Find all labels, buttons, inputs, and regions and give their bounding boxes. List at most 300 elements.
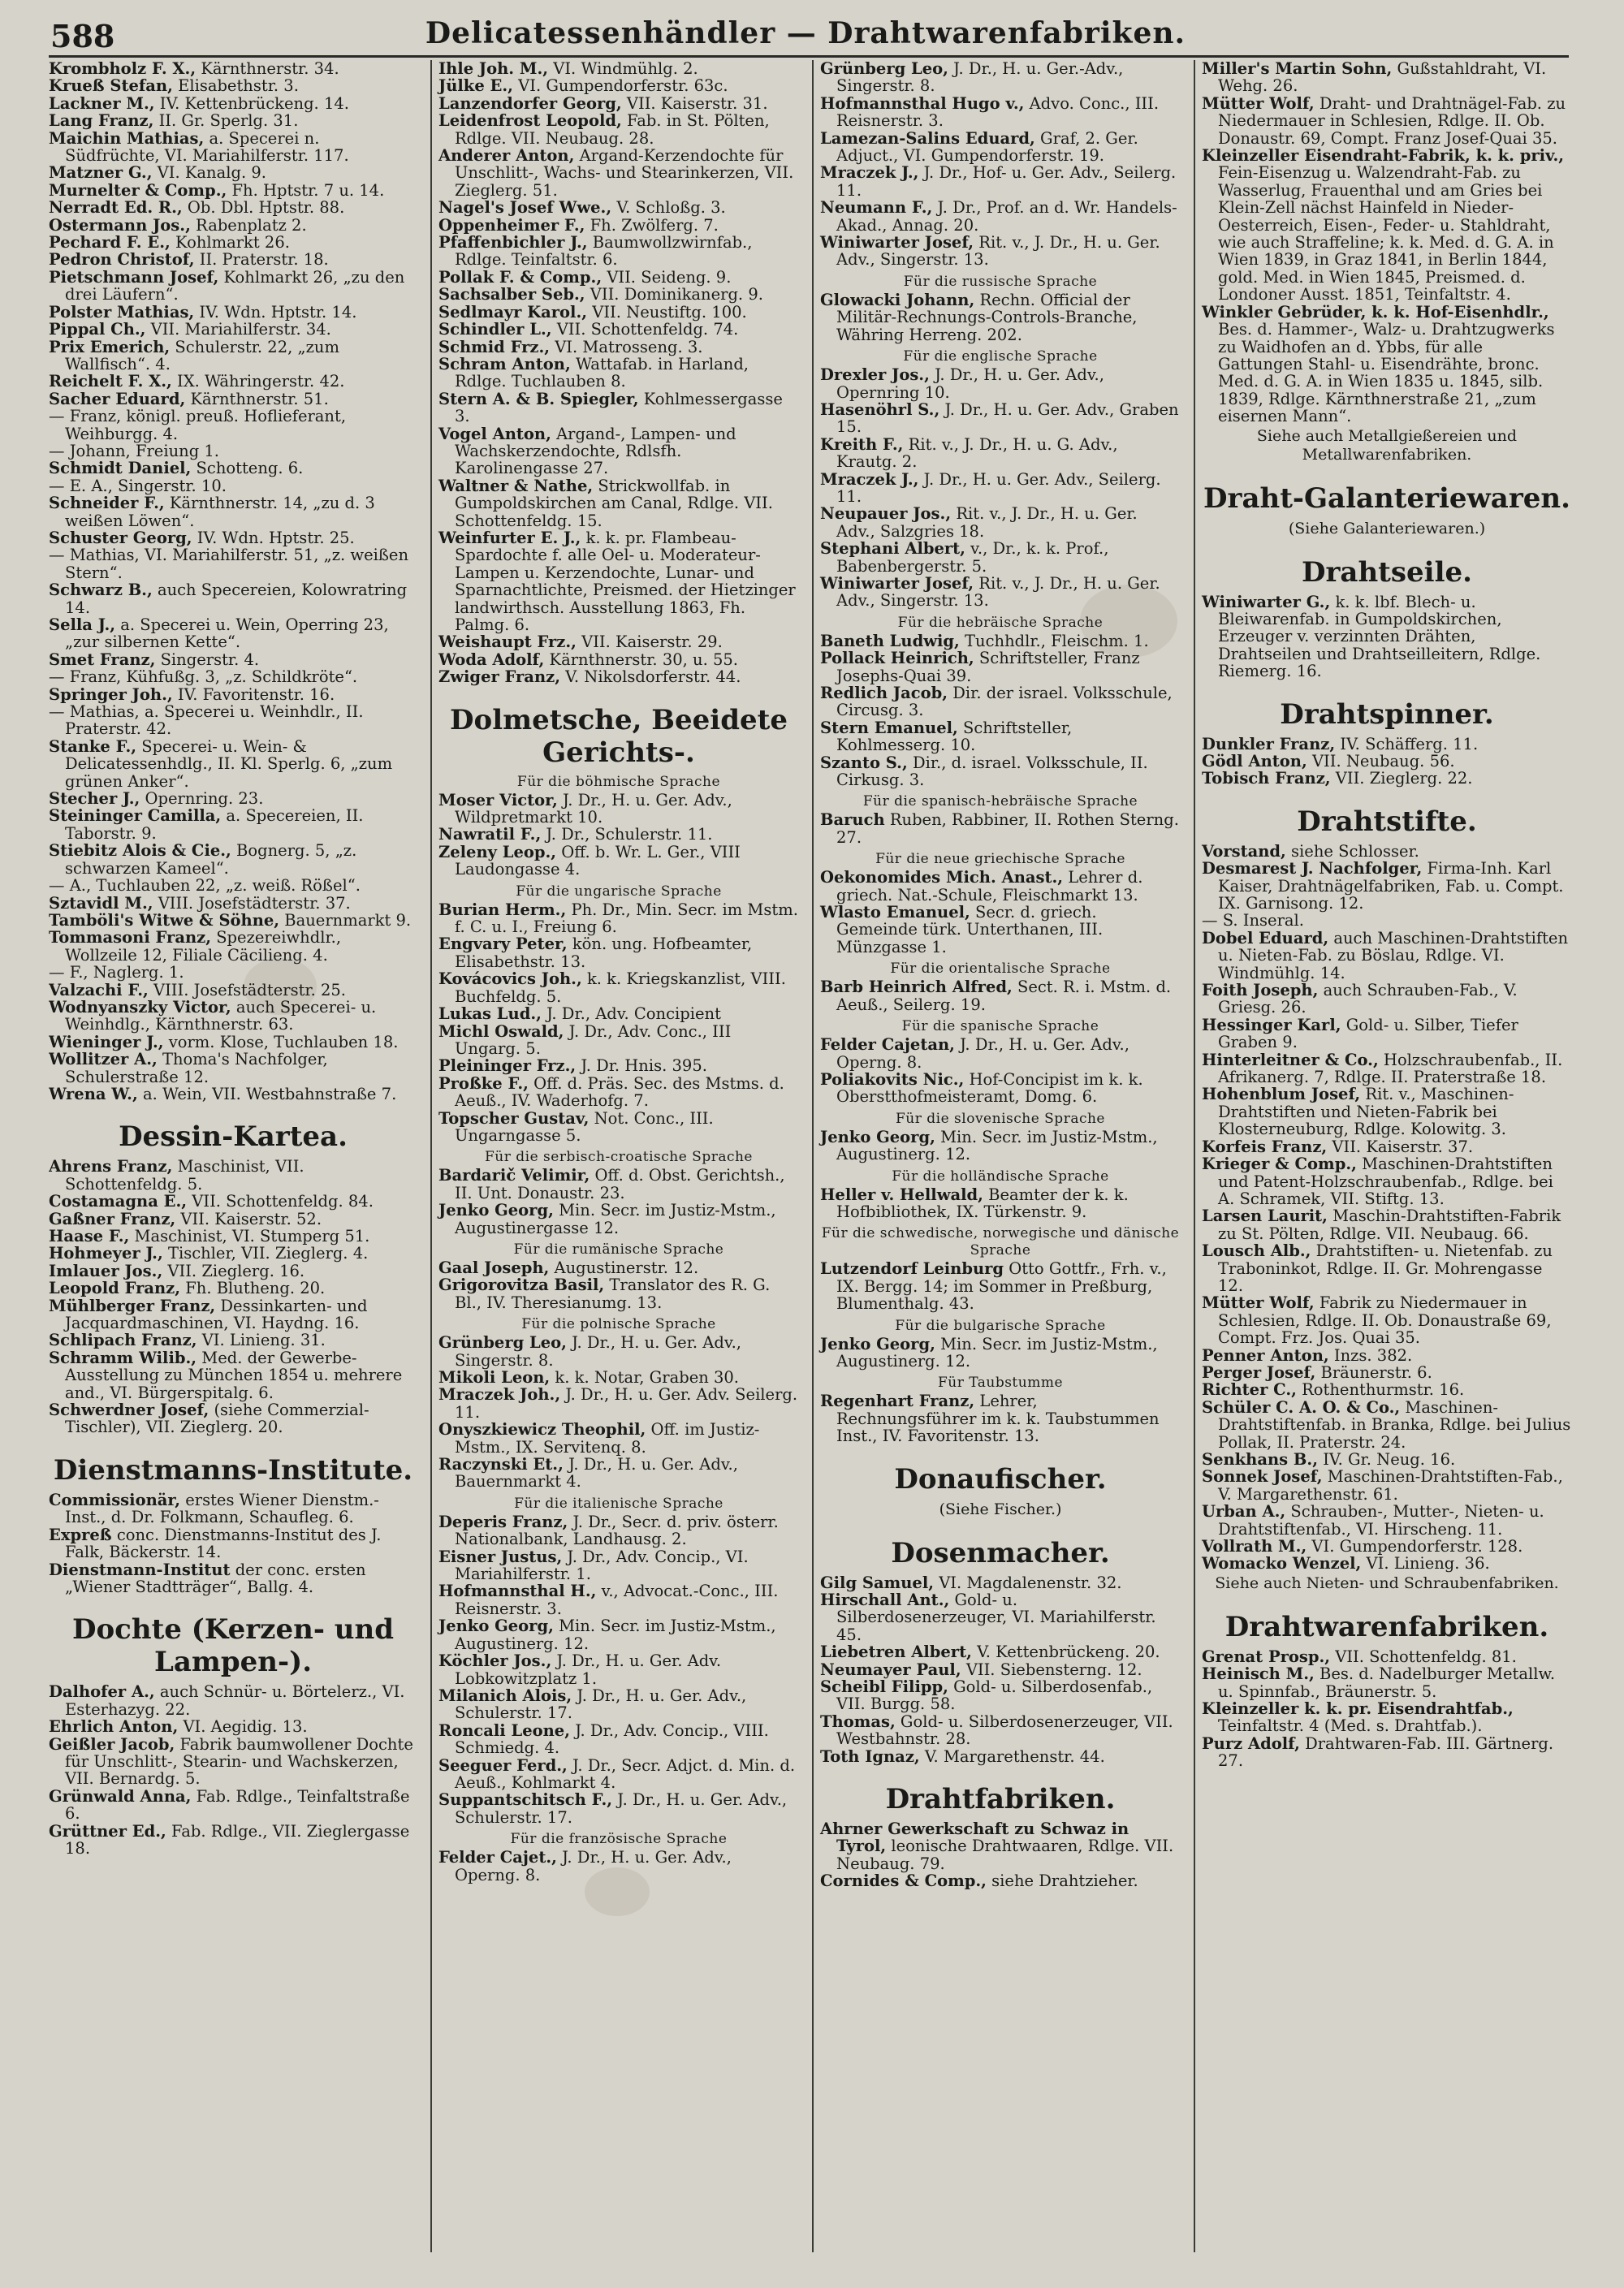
directory-entry: [820, 1643, 1181, 1660]
entry-name: Costamagna E.,: [49, 1192, 188, 1211]
directory-entry: [49, 1718, 417, 1735]
entry-details: vorm. Klose, Tuchlauben 18.: [163, 1032, 399, 1051]
entry-name: Winiwarter G.,: [1202, 592, 1331, 611]
entry-name: Ihle Joh. M.,: [438, 60, 549, 78]
entry-name: Wrena W.,: [49, 1084, 138, 1103]
directory-entry: [438, 356, 799, 391]
directory-entry: [1202, 1648, 1572, 1665]
entry-details: Maschinen-Drahtstiften und Patent-Holzschraubenfab., Rdlge. bei A. Schramek, VII. Stiftg. 13.: [1218, 1155, 1553, 1208]
entry-name: Woda Adolf,: [438, 650, 545, 669]
directory-entry: [1202, 753, 1572, 770]
directory-entry: [49, 408, 417, 442]
entry-name: Engvary Peter,: [438, 935, 568, 954]
entry-name: Leopold Franz,: [49, 1279, 181, 1298]
entry-name: Poliakovits Nic.,: [820, 1069, 965, 1089]
entry-details: J. Dr., H. u. Ger. Adv. Lobkowitzplatz 1.: [455, 1651, 722, 1688]
entry-name: Mütter Wolf,: [1202, 1293, 1315, 1313]
directory-entry: [820, 130, 1181, 165]
language-subheading: Für die spanische Sprache: [901, 1018, 1099, 1035]
column-4: [1194, 60, 1572, 2252]
entry-name: Lousch Alb.,: [1202, 1241, 1311, 1261]
entry-details: Gold- u. Silber, Tiefer Graben 9.: [1218, 1015, 1518, 1052]
entry-name: Geißler Jacob,: [49, 1734, 175, 1754]
entry-name: Pfaffenbichler J.,: [438, 233, 588, 253]
directory-entry: [49, 1823, 417, 1858]
directory-entry: [49, 164, 417, 181]
entry-name: Ahrner Gewerkschaft zu Schwaz in Tyrol,: [820, 1820, 1129, 1856]
directory-entry: [820, 904, 1181, 956]
entry-name: Cornides & Comp.,: [820, 1871, 987, 1891]
entry-name: Dunkler Franz,: [1202, 734, 1336, 753]
directory-entry: [49, 1086, 417, 1103]
directory-entry: [438, 1334, 799, 1369]
entry-name: Suppantschitsch F.,: [438, 1790, 613, 1810]
entry-details: Maschinist, VII. Schottenfeldg. 5.: [65, 1157, 304, 1194]
directory-entry: [1202, 860, 1572, 912]
entry-name: Thomas,: [820, 1712, 896, 1731]
entry-name: Ostermann Jos.,: [49, 215, 191, 235]
entry-details: VIII. Josefstädterstr. 25.: [148, 980, 347, 999]
entry-name: Jenko Georg,: [820, 1127, 935, 1146]
section-heading: Drahtseile.: [1302, 555, 1472, 589]
entry-details: VII. Seideng. 9.: [602, 267, 732, 287]
entry-details: VII. Schottenfeldg. 84.: [187, 1192, 374, 1211]
entry-details: J. Dr., H. u. Ger. Adv., Graben 15.: [836, 399, 1179, 437]
entry-details: VI. Kanalg. 9.: [152, 163, 266, 183]
directory-entry: [49, 1263, 417, 1280]
entry-details: Lehrer, Rechnungsführer im k. k. Taubstummen Inst., IV. Favoritenstr. 13.: [836, 1392, 1160, 1446]
directory-entry: [49, 1211, 417, 1228]
directory-entry: [49, 321, 417, 338]
directory-entry: [1202, 1155, 1572, 1207]
entry-name: Desmarest J. Nachfolger,: [1202, 859, 1423, 879]
entry-name: Hessinger Karl,: [1202, 1015, 1341, 1034]
entry-details: Fh. Hptstr. 7 u. 14.: [227, 180, 385, 200]
directory-entry: [820, 1820, 1181, 1872]
directory-entry: [438, 901, 799, 936]
entry-name: Winiwarter Josef,: [820, 573, 974, 593]
entry-name: Grüttner Ed.,: [49, 1821, 166, 1841]
entry-details: conc. Dienstmanns-Institut des J. Falk, Bäckerstr. 14.: [65, 1525, 382, 1562]
entry-details: Fabrik baumwollener Dochte für Unschlitt-, Stearin- und Wachskerzen, VII. Bernardg. 5.: [65, 1734, 413, 1789]
directory-entry: [820, 1260, 1181, 1312]
entry-details: Wattafab. in Harland, Rdlge. Tuchlauben 8.: [455, 354, 749, 391]
section-heading: Dolmetsche, Beeidete Gerichts-.: [450, 703, 788, 769]
directory-entry: [438, 1548, 799, 1583]
section-heading: Drahtfabriken.: [885, 1783, 1116, 1816]
language-subheading: Für die russische Sprache: [903, 273, 1098, 290]
entry-name: Oekonomides Mich. Anast.,: [820, 868, 1064, 887]
language-subheading: Für die orientalische Sprache: [890, 961, 1111, 978]
directory-entry: [1202, 1051, 1572, 1086]
entry-details: Draht- und Drahtnägel-Fab. zu Niedermauer in Schlesien, Rdlge. II. Ob. Donaustr. 69, Compt. Franz Josef-Quai 35.: [1218, 93, 1566, 148]
entry-name: Barb Heinrich Alfred,: [820, 978, 1013, 997]
directory-entry: [1202, 843, 1572, 860]
entry-name: Gaßner Franz,: [49, 1209, 176, 1228]
directory-entry: [49, 999, 417, 1034]
entry-details: Elisabethstr. 3.: [172, 76, 299, 96]
directory-entry: [438, 1075, 799, 1110]
entry-name: Pippal Ch.,: [49, 320, 146, 339]
directory-entry: [438, 477, 799, 529]
entry-name: Krueß Stefan,: [49, 76, 173, 96]
entry-name: Purz Adolf,: [1202, 1733, 1300, 1753]
entry-details: a. Specerei u. Wein, Operring 23, „zur silbernen Kette“.: [65, 615, 389, 652]
entry-name: Sacher Eduard,: [49, 389, 186, 408]
entry-details: Schriftsteller, Kohlmesserg. 10.: [836, 718, 1073, 755]
entry-details: Maschinist, VI. Stumperg 51.: [129, 1227, 370, 1245]
directory-entry: [1202, 304, 1572, 425]
directory-entry: [49, 1683, 417, 1718]
directory-entry: [49, 1297, 417, 1332]
entry-details: Maschinen-Drahtstiften-Fab., V. Margarethenstr. 61.: [1218, 1467, 1563, 1504]
entry-details: Argand-Kerzendochte für Unschlitt-, Wachs- und Stearinkerzen, VII. Zieglerg. 51.: [455, 146, 794, 200]
entry-name: Polster Mathias,: [49, 302, 195, 322]
entry-name: Glowacki Johann,: [820, 290, 975, 309]
entry-name: Maichin Mathias,: [49, 128, 205, 148]
entry-details: Spezereiwhdlr., Wollzeile 12, Filiale Cäcilieng. 4.: [65, 928, 342, 965]
directory-entry: [49, 616, 417, 651]
entry-name: Regenhart Franz,: [820, 1392, 975, 1411]
entry-name: Proßke F.,: [438, 1073, 529, 1093]
directory-entry: [49, 391, 417, 408]
directory-entry: [49, 373, 417, 390]
section-heading: Dessin-Kartea.: [119, 1120, 348, 1154]
entry-details: a. Specereien, II. Taborstr. 9.: [65, 806, 364, 843]
entry-name: Foith Joseph,: [1202, 981, 1319, 1000]
directory-entry: [49, 651, 417, 668]
directory-entry: [1202, 1451, 1572, 1468]
entry-details: Graf, 2. Ger. Adjuct., VI. Gumpendorferstr. 19.: [836, 128, 1138, 166]
entry-name: Mraczek Joh.,: [438, 1385, 561, 1405]
entry-name: Schuster Georg,: [49, 528, 192, 547]
entry-name: Hohmeyer J.,: [49, 1244, 163, 1263]
directory-entry: [1202, 1347, 1572, 1364]
entry-details: — A., Tuchlauben 22, „z. weiß. Rößel“.: [49, 876, 361, 896]
entry-details: J. Dr., Secr. Adjct. d. Min. d. Aeuß., Kohlmarkt 4.: [455, 1755, 796, 1792]
entry-details: J. Dr., Adv. Concip., VIII. Schmiedg. 4.: [455, 1720, 769, 1758]
entry-details: Dessinkarten- und Jacquardmaschinen, VI. Haydng. 16.: [65, 1296, 368, 1333]
directory-entry: [1202, 1364, 1572, 1381]
directory-entry: [438, 792, 799, 827]
directory-entry: [438, 1849, 799, 1884]
directory-entry: [438, 1369, 799, 1386]
entry-details: J. Dr., H. u. Ger. Adv., Opernring 10.: [836, 365, 1104, 402]
entry-name: Wollitzer A.,: [49, 1050, 158, 1069]
entry-details: VIII. Josefstädterstr. 37.: [153, 893, 351, 913]
column-1: [49, 60, 417, 2252]
directory-entry: [49, 1158, 417, 1193]
directory-columns: [49, 60, 1572, 2252]
entry-name: Weinfurter E. J.,: [438, 528, 581, 547]
entry-details: Off. d. Obst. Gerichtsh., II. Unt. Donaustr. 23.: [455, 1166, 785, 1202]
entry-details: Opernring. 23.: [140, 789, 264, 809]
directory-entry: [49, 703, 417, 738]
entry-name: Krieger & Comp.,: [1202, 1155, 1357, 1174]
directory-entry: [820, 632, 1181, 650]
directory-entry: [1202, 1538, 1572, 1555]
directory-entry: [49, 686, 417, 703]
directory-entry: [49, 929, 417, 964]
entry-details: J. Dr., H. u. Ger. Adv. Seilerg. 11.: [455, 1385, 798, 1422]
directory-entry: [438, 529, 799, 633]
entry-name: Miller's Martin Sohn,: [1202, 60, 1393, 78]
directory-entry: [49, 1492, 417, 1526]
entry-details: Gold- u. Silberdosenerzeuger, VI. Mariahilferstr. 45.: [836, 1591, 1156, 1644]
entry-details: Off. im Justiz-Mstm., IX. Servitenq. 8.: [455, 1420, 760, 1457]
entry-details: Singerstr. 4.: [155, 650, 260, 669]
entry-details: VI. Aegidig. 13.: [178, 1717, 308, 1737]
column-2: [430, 60, 799, 2252]
entry-name: Redlich Jacob,: [820, 684, 948, 702]
directory-entry: [1202, 1399, 1572, 1451]
directory-entry: [820, 1872, 1181, 1889]
entry-details: J. Dr. Hnis. 395.: [576, 1056, 707, 1076]
entry-name: Tamböli's Witwe & Söhne,: [49, 910, 280, 930]
entry-details: Rit. v., J. Dr., H. u. Ger. Adv., Singerstr. 13.: [836, 573, 1160, 611]
entry-name: Smet Franz,: [49, 650, 156, 669]
entry-name: Winkler Gebrüder, k. k. Hof-Eisenhdlr.,: [1202, 302, 1549, 322]
directory-entry: [438, 1582, 799, 1617]
section-heading: Drahtstifte.: [1297, 805, 1477, 838]
entry-details: v., Advocat.-Conc., III. Reisnerstr. 3.: [455, 1582, 779, 1618]
entry-name: Oppenheimer F.,: [438, 215, 585, 235]
entry-name: Richter C.,: [1202, 1380, 1297, 1400]
entry-name: Hirschall Ant.,: [820, 1591, 950, 1609]
entry-name: Michl Oswald,: [438, 1021, 564, 1041]
entry-name: Pollak F. & Comp.,: [438, 267, 603, 287]
entry-name: Ahrens Franz,: [49, 1157, 173, 1176]
directory-entry: [49, 199, 417, 216]
directory-entry: [1202, 770, 1572, 787]
entry-details: Maschinen-Drahtstiftenfab. in Branka, Rdlge. bei Julius Pollak, II. Praterstr. 24.: [1218, 1397, 1571, 1452]
entry-name: Lutzendorf Leinburg: [820, 1259, 1004, 1279]
entry-name: Perger Josef,: [1202, 1362, 1316, 1382]
entry-name: Murnelter & Comp.,: [49, 180, 227, 200]
entry-name: Lamezan-Salins Eduard,: [820, 128, 1035, 148]
entry-details: J. Dr., H. u. Ger. Adv., Schulerstr. 17.: [455, 1790, 788, 1827]
entry-details: a. Specerei n. Südfrüchte, VI. Mariahilferstr. 117.: [65, 128, 349, 166]
entry-details: Off. d. Präs. Sec. des Mstms. d. Aeuß., IV. Waderhofg. 7.: [455, 1073, 784, 1111]
entry-name: Wodnyanszky Victor,: [49, 997, 231, 1017]
directory-entry: [1202, 1503, 1572, 1538]
entry-details: k. k. Kriegskanzlist, VIII. Buchfeldg. 5.: [455, 969, 786, 1006]
entry-details: Fab. Rdlge., VII. Zieglergasse 18.: [65, 1821, 410, 1858]
entry-name: Expreß: [49, 1525, 112, 1544]
entry-details: J. Dr., H. u. Ger. Adv., Seilerg. 11.: [836, 469, 1161, 506]
entry-details: Rit. v., J. Dr., H. u. G. Adv., Krautg. 2.: [836, 434, 1118, 472]
directory-entry: [49, 581, 417, 616]
entry-name: Jenko Georg,: [438, 1617, 554, 1636]
directory-entry: [820, 1678, 1181, 1713]
entry-name: Schmidt Daniel,: [49, 459, 192, 478]
entry-details: Holzschraubenfab., II. Afrikanerg. 7, Rdlge. II. Praterstraße 18.: [1218, 1050, 1563, 1087]
entry-details: V. Kettenbrückeng. 20.: [971, 1643, 1160, 1662]
entry-name: Pechard F. E.,: [49, 233, 171, 253]
entry-details: J. Dr., Adv. Concip., VI. Mariahilferstr. 1.: [455, 1547, 749, 1584]
directory-entry: [438, 1456, 799, 1491]
entry-details: J. Dr., Secr. d. priv. österr. Nationalbank, Landhausg. 2.: [455, 1512, 779, 1549]
directory-entry: [438, 1057, 799, 1074]
directory-entry: [438, 633, 799, 650]
entry-details: VII. Siebensterng. 12.: [961, 1660, 1142, 1679]
directory-entry: [438, 826, 799, 843]
entry-name: Gödl Anton,: [1202, 751, 1307, 771]
entry-name: Haase F.,: [49, 1227, 130, 1245]
entry-details: leonische Drahtwaaren, Rdlge. VII. Neubaug. 79.: [836, 1837, 1174, 1873]
entry-details: J. Dr., H. u. Ger. Adv., Schulerstr. 17.: [455, 1686, 747, 1723]
directory-entry: [1202, 594, 1572, 680]
entry-details: Translator des R. G. Bl., IV. Theresianumg. 13.: [455, 1276, 771, 1312]
language-subheading: Für die serbisch-croatische Sprache: [485, 1149, 753, 1166]
directory-entry: [438, 935, 799, 970]
entry-details: Bognerg. 5, „z. schwarzen Kameel“.: [65, 841, 357, 878]
directory-entry: [1202, 147, 1572, 304]
directory-entry: [49, 304, 417, 321]
directory-entry: [1202, 1700, 1572, 1735]
entry-details: auch Specerei- u. Weinhdlg., Kärnthnerstr. 63.: [65, 997, 377, 1034]
entry-details: II. Praterstr. 18.: [194, 250, 329, 270]
entry-details: Rit. v., Maschinen-Drahtstiften und Nieten-Fabrik bei Klosterneuburg, Rdlge. Kolowitg. 3.: [1218, 1085, 1514, 1139]
entry-details: Kohlmarkt 26.: [170, 233, 290, 253]
directory-entry: [438, 60, 799, 77]
language-subheading: Für die bulgarische Sprache: [895, 1317, 1106, 1334]
entry-details: kön. ung. Hofbeamter, Elisabethstr. 13.: [455, 935, 753, 971]
directory-entry: [49, 668, 417, 685]
entry-name: Hohenblum Josef,: [1202, 1085, 1361, 1104]
directory-entry: [49, 460, 417, 477]
entry-details: VI. Matrosseng. 3.: [550, 337, 703, 356]
entry-name: Seeguer Ferd.,: [438, 1755, 568, 1775]
entry-details: Ph. Dr., Min. Secr. im Mstm. f. C. u. I., Freiung 6.: [455, 900, 798, 937]
cross-reference-note: Siehe auch Metallgießereien und Metallwarenfabriken.: [1256, 426, 1518, 464]
entry-name: Dobel Eduard,: [1202, 928, 1329, 948]
entry-name: Bardarič Velimir,: [438, 1166, 590, 1185]
entry-name: Jenko Georg,: [438, 1201, 554, 1220]
entry-name: Schramm Wilib.,: [49, 1348, 197, 1367]
entry-details: VII. Kaiserstr. 37.: [1327, 1137, 1474, 1156]
entry-details: auch Schnür- u. Börtelerz., VI. Esterhazyg. 22.: [65, 1682, 405, 1719]
entry-details: VI. Gumpendorferstr. 128.: [1307, 1537, 1523, 1556]
directory-entry: [49, 60, 417, 77]
entry-details: Bauernmarkt 9.: [279, 910, 412, 930]
directory-entry: [438, 199, 799, 216]
entry-name: Liebetren Albert,: [820, 1643, 972, 1662]
entry-name: Wieninger J.,: [49, 1032, 164, 1051]
directory-entry: [49, 912, 417, 929]
entry-details: VII. Schottenfeldg. 74.: [551, 320, 739, 339]
entry-name: Stephani Albert,: [820, 539, 965, 559]
directory-entry: [820, 1129, 1181, 1163]
directory-entry: [49, 964, 417, 981]
entry-name: Grünwald Anna,: [49, 1786, 192, 1806]
section-heading: Drahtspinner.: [1280, 697, 1494, 731]
entry-details: Bräunerstr. 6.: [1315, 1362, 1432, 1382]
directory-entry: [820, 869, 1181, 904]
entry-name: Sachsalber Seb.,: [438, 285, 585, 304]
entry-name: Hofmannsthal Hugo v.,: [820, 93, 1025, 113]
entry-details: VII. Neubaug. 56.: [1307, 751, 1455, 771]
entry-details: J. Dr., H. u. Ger. Adv., Singerstr. 8.: [455, 1333, 741, 1370]
entry-name: Dienstmann-Institut: [49, 1560, 231, 1579]
directory-entry: [1202, 1242, 1572, 1294]
entry-name: Stecher J.,: [49, 789, 140, 809]
entry-name: Ehrlich Anton,: [49, 1717, 179, 1737]
entry-name: Köchler Jos.,: [438, 1651, 552, 1671]
entry-name: Schwerdner Josef,: [49, 1401, 209, 1420]
directory-entry: [1202, 60, 1572, 95]
entry-name: Urban A.,: [1202, 1502, 1286, 1522]
entry-name: Nawratil F.,: [438, 825, 542, 844]
directory-entry: [820, 1071, 1181, 1106]
entry-details: VI. Windmühlg. 2.: [548, 60, 698, 78]
entry-name: Felder Cajetan,: [820, 1035, 955, 1055]
entry-details: — Franz, Kühfußg. 3, „z. Schildkröte“.: [49, 667, 358, 687]
entry-name: Raczynski Et.,: [438, 1455, 564, 1474]
entry-details: Bes. d. Nadelburger Metallw. u. Spinnfab., Bräunerstr. 5.: [1218, 1664, 1556, 1701]
directory-entry: [438, 1386, 799, 1421]
entry-name: Jenko Georg,: [820, 1334, 935, 1353]
directory-entry: [820, 366, 1181, 401]
directory-entry: [820, 1392, 1181, 1444]
entry-name: Reichelt F. X.,: [49, 372, 172, 391]
entry-name: Pleininger Frz.,: [438, 1056, 577, 1076]
entry-details: VII. Zieglerg. 22.: [1330, 769, 1473, 788]
directory-entry: [438, 668, 799, 685]
entry-details: auch Schrauben-Fab., V. Griesg. 26.: [1218, 981, 1518, 1017]
directory-entry: [438, 844, 799, 879]
entry-details: Argand-, Lampen- und Wachskerzendochte, Rdlsfh. Karolinengasse 27.: [455, 424, 736, 478]
entry-details: Ruben, Rabbiner, II. Rothen Sterng. 27.: [836, 810, 1179, 847]
directory-entry: [49, 1193, 417, 1210]
running-title: Delicatessenhändler — Drahtwarenfabriken.: [425, 16, 1186, 50]
entry-details: Lehrer d. griech. Nat.-Schule, Fleischmarkt 13.: [836, 868, 1143, 904]
entry-name: Schlipach Franz,: [49, 1331, 197, 1350]
entry-name: Toth Ignaz,: [820, 1746, 920, 1766]
entry-details: Schrauben-, Mutter-, Nieten- u. Drahtstiftenfab., VI. Hirscheng. 11.: [1218, 1502, 1544, 1539]
entry-name: Gilg Samuel,: [820, 1573, 935, 1592]
entry-name: Tobisch Franz,: [1202, 769, 1331, 788]
directory-entry: [49, 895, 417, 912]
entry-name: Schindler L.,: [438, 320, 552, 339]
directory-entry: [49, 982, 417, 999]
directory-entry: [49, 494, 417, 529]
entry-name: Valzachi F.,: [49, 980, 149, 999]
cross-reference-note: Siehe auch Nieten- und Schraubenfabriken.: [1215, 1574, 1559, 1592]
entry-name: Steininger Camilla,: [49, 806, 222, 826]
entry-name: Burian Herm.,: [438, 900, 567, 919]
entry-details: Maschin-Drahtstiften-Fabrik zu St. Pölten, Rdlge. VII. Neubaug. 66.: [1218, 1207, 1561, 1243]
entry-details: Ob. Dbl. Hptstr. 88.: [182, 198, 345, 218]
entry-name: Vollrath M.,: [1202, 1537, 1307, 1556]
section-heading: Draht-Galanteriewaren.: [1203, 481, 1570, 515]
directory-entry: [49, 1736, 417, 1788]
directory-entry: [820, 1036, 1181, 1071]
cross-reference-note: (Siehe Galanteriewaren.): [1288, 519, 1486, 537]
entry-details: auch Maschinen-Drahtstiften u. Nieten-Fab. zu Böslau, Rdlge. VI. Windmühlg. 14.: [1218, 928, 1569, 982]
directory-entry: [438, 1687, 799, 1722]
entry-details: Hof-Concipist im k. k. Oberstthofmeisteramt, Domg. 6.: [836, 1069, 1143, 1107]
entry-name: Neumayer Paul,: [820, 1660, 961, 1679]
directory-entry: [438, 234, 799, 269]
entry-details: V. Nikolsdorferstr. 44.: [559, 667, 741, 687]
entry-details: Advo. Conc., III. Reisnerstr. 3.: [836, 93, 1160, 131]
entry-details: V. Margarethenstr. 44.: [919, 1746, 1105, 1766]
entry-details: Fab. in St. Pölten, Rdlge. VII. Neubaug. 28.: [455, 111, 770, 148]
entry-details: Thoma's Nachfolger, Schulerstraße 12.: [65, 1050, 328, 1086]
directory-entry: [49, 877, 417, 894]
directory-entry: [49, 77, 417, 94]
